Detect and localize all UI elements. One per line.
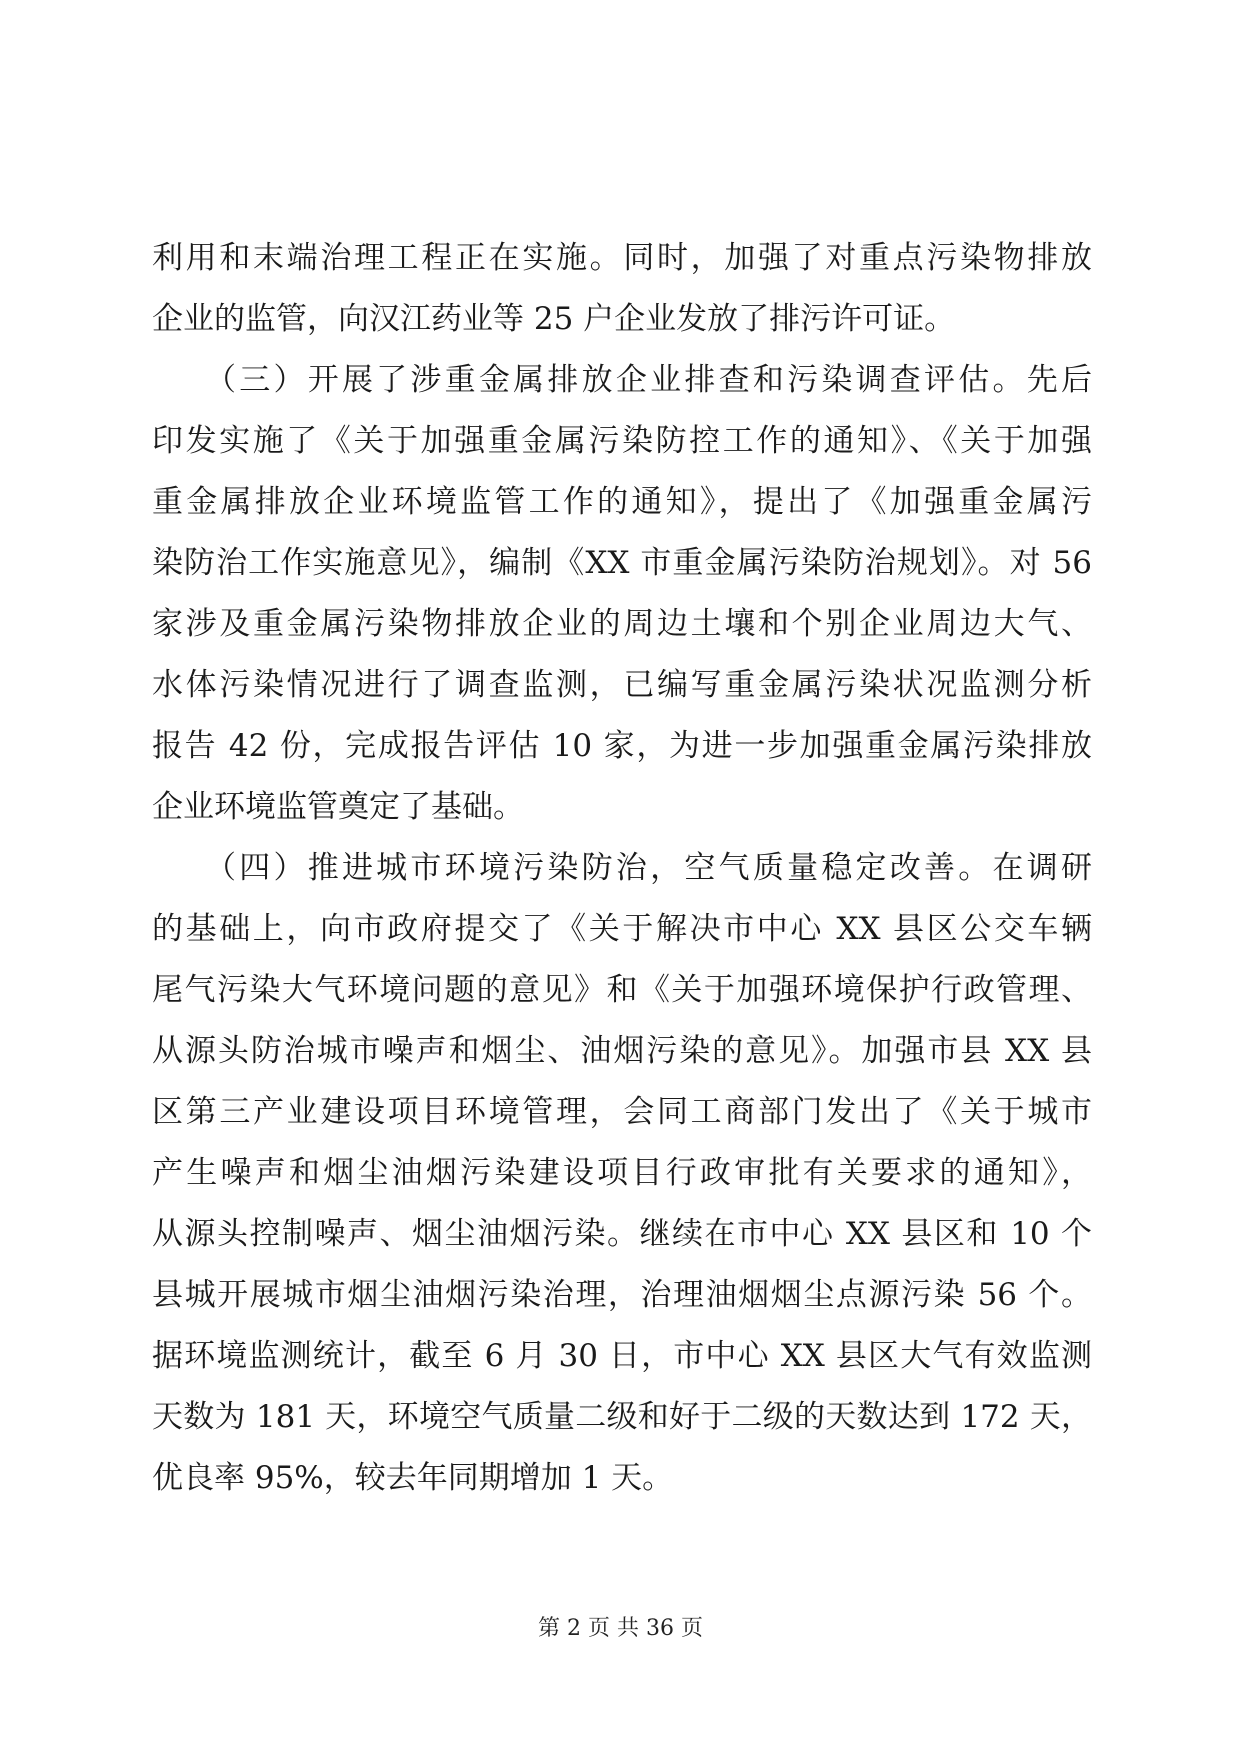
text-line: 区第三产业建设项目环境管理，会同工商部门发出了《关于城市 bbox=[152, 1094, 1092, 1130]
text-line: 企业环境监管奠定了基础。 bbox=[152, 789, 524, 825]
text-line: 重金属排放企业环境监管工作的通知》，提出了《加强重金属污 bbox=[152, 484, 1092, 520]
text-line: 从源头控制噪声、烟尘油烟污染。继续在市中心 XX 县区和 10 个 bbox=[152, 1216, 1092, 1252]
text-line: 家涉及重金属污染物排放企业的周边土壤和个别企业周边大气、 bbox=[152, 606, 1092, 642]
text-line: （三）开展了涉重金属排放企业排查和污染调查评估。先后 bbox=[152, 362, 1092, 398]
text-line: 据环境监测统计，截至 6 月 30 日，市中心 XX 县区大气有效监测 bbox=[152, 1338, 1092, 1374]
text-line: 的基础上，向市政府提交了《关于解决市中心 XX 县区公交车辆 bbox=[152, 911, 1092, 947]
text-line: 印发实施了《关于加强重金属污染防控工作的通知》、《关于加强 bbox=[152, 423, 1092, 459]
text-line: 产生噪声和烟尘油烟污染建设项目行政审批有关要求的通知》， bbox=[152, 1155, 1092, 1191]
page-footer: 第 2 页 共 36 页 bbox=[538, 1616, 703, 1641]
text-line: 水体污染情况进行了调查监测，已编写重金属污染状况监测分析 bbox=[152, 667, 1092, 703]
text-line: 尾气污染大气环境问题的意见》和《关于加强环境保护行政管理、 bbox=[152, 972, 1092, 1008]
text-line: 县城开展城市烟尘油烟污染治理，治理油烟烟尘点源污染 56 个。 bbox=[152, 1277, 1092, 1313]
text-line: 天数为 181 天，环境空气质量二级和好于二级的天数达到 172 天， bbox=[152, 1399, 1092, 1435]
text-line: 利用和末端治理工程正在实施。同时，加强了对重点污染物排放 bbox=[152, 240, 1092, 276]
text-line: 报告 42 份，完成报告评估 10 家，为进一步加强重金属污染排放 bbox=[152, 728, 1092, 764]
text-line: 优良率 95%，较去年同期增加 1 天。 bbox=[152, 1460, 674, 1496]
text-line: 企业的监管，向汉江药业等 25 户企业发放了排污许可证。 bbox=[152, 301, 956, 337]
text-line: 染防治工作实施意见》，编制《XX 市重金属污染防治规划》。对 56 bbox=[152, 545, 1092, 581]
text-line: 从源头防治城市噪声和烟尘、油烟污染的意见》。加强市县 XX 县 bbox=[152, 1033, 1093, 1069]
text-line: （四）推进城市环境污染防治，空气质量稳定改善。在调研 bbox=[152, 850, 1092, 886]
body-text bbox=[152, 228, 1092, 1509]
